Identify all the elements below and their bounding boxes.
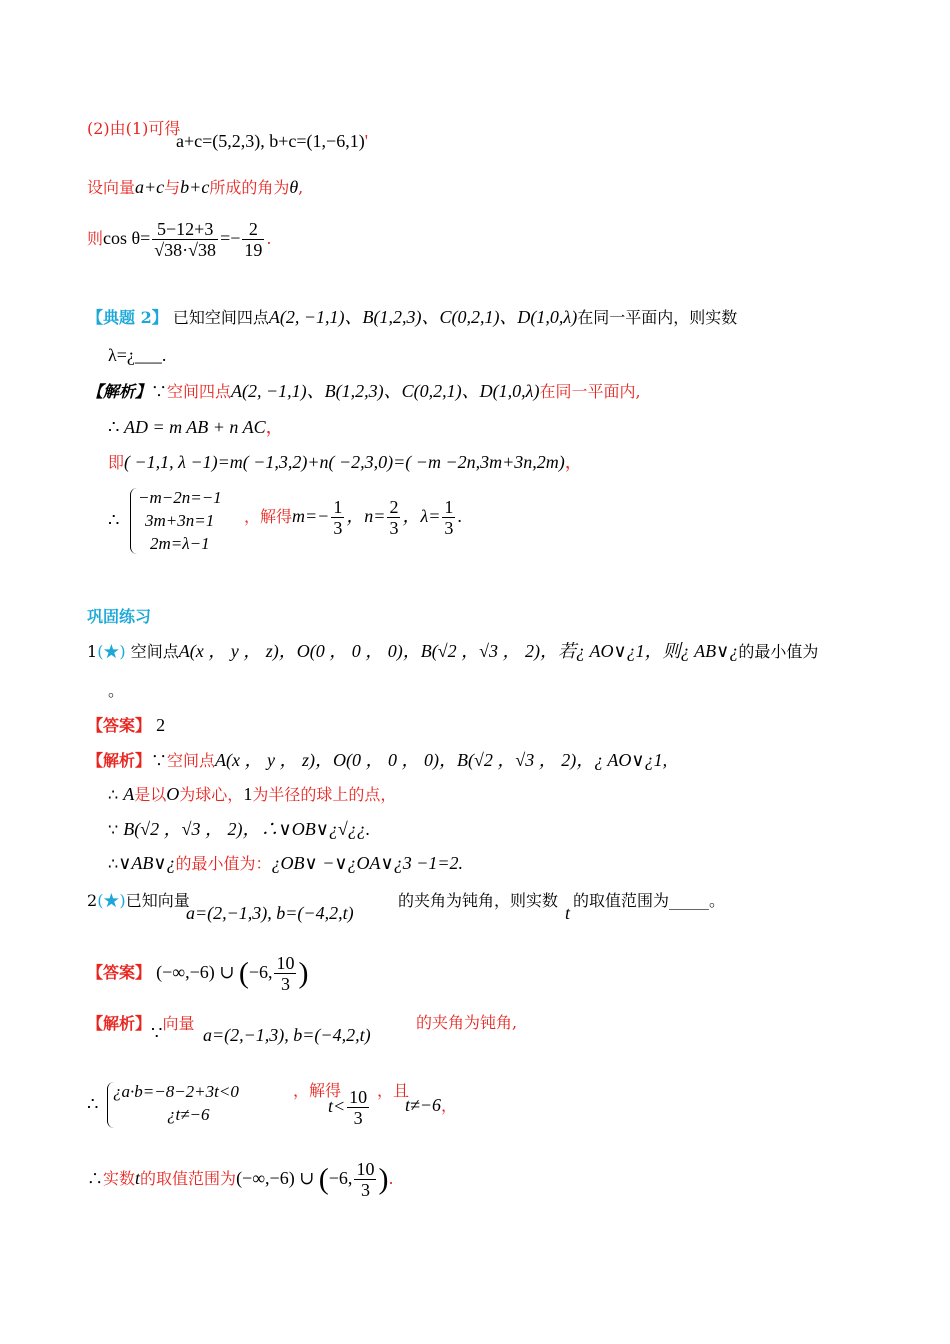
problem2-solution-line1 (87, 1012, 195, 1043)
text-obtuse: 的夹角为钝角, (416, 1013, 518, 1032)
lambda-blank: λ=¿___. (108, 345, 167, 365)
text-center: 为球心， (179, 785, 244, 804)
point-b-math: B(√2 ，√3 ， 2)， (123, 819, 261, 839)
problem2-text3: 的取值范围为_____。 (573, 891, 726, 910)
problem2-question-label (87, 890, 190, 912)
system-eq-2: ¿t≠−6 (167, 1105, 210, 1124)
text-range: 的取值范围为 (140, 1169, 237, 1188)
difficulty-star: (★) (97, 642, 126, 661)
n-label: ，n= (346, 506, 386, 526)
ob-length: ∴∨OB∨¿√¿¿. (260, 819, 371, 839)
t-less-than: t< (328, 1096, 346, 1116)
vec-a-plus-c: a+c (135, 177, 165, 197)
result-fraction (242, 219, 264, 260)
period: . (388, 1169, 394, 1188)
paren-open: ( (238, 956, 249, 990)
answer-denominator: 3 (280, 974, 290, 994)
interval-lower: −6, (328, 1168, 353, 1188)
point-a: A (123, 784, 135, 804)
solution-points: A(2, −1,1)、B(1,2,3)、C(0,2,1)、D(1,0,λ) (231, 381, 540, 401)
therefore-symbol: ∴ (108, 785, 119, 804)
coordinate-equation: ( −1,1, λ −1)=m( −1,3,2)+n( −2,3,0)=( −m −2n,3m+3n,2m) (124, 452, 565, 472)
example2-solution-line1 (87, 380, 641, 403)
equation-system (138, 486, 222, 555)
system-eq-1: −m−2n=−1 (138, 488, 222, 507)
n-denominator: 3 (389, 518, 399, 538)
example2-coord-eq (108, 451, 583, 475)
system-eq-1: ¿a·b=−8−2+3t<0 (113, 1082, 239, 1101)
paren-open: ( (318, 1162, 329, 1196)
therefore-symbol: ∴ (87, 1094, 99, 1114)
interval1: (−∞,−6) ∪ (236, 1168, 319, 1188)
t-denominator: 3 (353, 1108, 363, 1128)
problem2-vectors: a=(2,−1,3), b=(−4,2,t) (186, 903, 354, 923)
m-denominator: 3 (333, 518, 343, 538)
therefore-symbol: ∴ (108, 510, 120, 530)
m-numerator: 1 (333, 497, 343, 517)
answer-numerator: 10 (276, 953, 295, 973)
difficulty-star: (★) (97, 891, 126, 910)
problem1-number: 1 (87, 642, 98, 661)
lambda-label: ，λ= (402, 506, 441, 526)
cos-denominator: √38·√38 (154, 240, 217, 260)
t-not-equal (405, 1094, 457, 1117)
problem1-text2: 的最小值为 (738, 642, 819, 661)
equals-minus: =− (220, 228, 241, 248)
text-radius: 为半径的球上的点， (252, 785, 397, 804)
range-denominator: 3 (360, 1180, 370, 1200)
answer-value: 2 (156, 715, 166, 735)
solution-text: 空间点 (167, 751, 216, 770)
answer-tag: 【答案】 (87, 716, 152, 735)
period: . (457, 506, 462, 526)
question-text: 已知空间四点 (172, 308, 269, 327)
text-and: ，且 (377, 1081, 410, 1100)
question-tail: 在同一平面内，则实数 (577, 308, 738, 327)
therefore-symbol: ∴ (108, 854, 119, 873)
part2-sum-equation (176, 130, 368, 152)
m-label: m=− (292, 506, 330, 526)
solution-values (244, 494, 462, 539)
solution-tag: 【解析】 (87, 751, 152, 770)
vector-equation: AD = m AB + n AC (123, 417, 266, 437)
solution-tag: 【解析】 (87, 1014, 152, 1033)
part2-line1 (87, 118, 180, 140)
sum-vectors: a+c=(5,2,3), b+c=(1,−6,1) (176, 131, 365, 151)
system-eq-3: 2m=λ−1 (150, 534, 210, 553)
example2-system (108, 486, 528, 558)
question-points: A(2, −1,1)、B(1,2,3)、C(0,2,1)、D(1,0,λ) (268, 307, 578, 327)
lambda-numerator: 1 (444, 497, 454, 517)
therefore-symbol: ∴ (108, 417, 120, 437)
min-value-math: ¿OB∨ −∨¿OA∨¿3 −1=2. (271, 853, 463, 873)
example-tag: 【典题 2】 (87, 308, 168, 327)
range-numerator: 10 (356, 1159, 375, 1179)
n-numerator: 2 (389, 497, 399, 517)
comma: ， (441, 1096, 458, 1115)
theta: θ (289, 177, 299, 197)
example2-question (87, 306, 737, 329)
answer-tag: 【答案】 (87, 963, 152, 982)
text-solve: ，解得 (244, 507, 293, 526)
ab-length: ∨AB∨¿ (118, 853, 176, 873)
therefore-symbol: ∴ (87, 1169, 104, 1188)
answer-lower: −6, (248, 962, 273, 982)
problem2-text2: 的夹角为钝角，则实数 (398, 891, 559, 910)
point-o: O (166, 784, 180, 804)
m-fraction (331, 497, 344, 538)
text-solve: ，解得 (293, 1081, 342, 1100)
t-bound (328, 1084, 371, 1129)
paren-close: ) (378, 1162, 389, 1196)
problem1-solution-line4 (108, 852, 463, 875)
example2-blank (108, 344, 166, 366)
cos-fraction (152, 219, 218, 260)
t-numerator: 10 (349, 1087, 368, 1107)
problem2-system (87, 1080, 507, 1132)
problem2-conclusion (87, 1156, 394, 1202)
part2-prefix: (2)由(1)可得 (87, 119, 181, 138)
problem1-end-mark: 。 (108, 681, 125, 700)
result-denominator: 19 (244, 240, 263, 260)
because-symbol: ∵ (108, 820, 119, 839)
solution-text2: 在同一平面内, (539, 382, 641, 401)
part2-cos-line (87, 216, 271, 261)
part2-line2 (87, 176, 303, 199)
t-ne-minus6: t≠−6 (405, 1095, 442, 1115)
result-numerator: 2 (242, 219, 264, 240)
problem2-number: 2 (87, 891, 98, 910)
text-and: 与 (164, 178, 181, 197)
lambda-denominator: 3 (444, 518, 454, 538)
comma: , (298, 178, 304, 197)
because-symbol: ∵ (151, 751, 168, 770)
text-then: 则 (87, 229, 104, 248)
variable-t: t (565, 903, 571, 923)
problem2-answer (87, 950, 308, 996)
period: . (266, 229, 272, 248)
solution-math: A(x ， y ， z)，O(0 ， 0 ， 0)，B(√2 ，√3 ， 2)，¿ AO∨¿1, (215, 750, 668, 770)
comma: ， (564, 452, 583, 472)
paren-close: ) (298, 956, 309, 990)
text-is: 是以 (134, 785, 167, 804)
problem1-math: A(x ， y ， z)，O(0 ， 0 ， 0)，B(√2 ，√3 ， 2)，若¿ AO∨¿1，则¿ AB∨¿ (178, 641, 739, 661)
left-brace (130, 488, 137, 554)
problem1-solution-line3 (108, 818, 370, 841)
text-set-vector: 设向量 (87, 178, 136, 197)
system-eq-2: 3m+3n=1 (145, 511, 215, 530)
problem1-text1: 空间点 (130, 642, 179, 661)
cos-numerator: 5−12+3 (152, 219, 218, 240)
n-fraction (387, 497, 400, 538)
solution-text1: 空间四点 (167, 382, 232, 401)
text-vector: 向量 (162, 1014, 195, 1033)
problem1-answer (87, 714, 165, 737)
lambda-fraction (442, 497, 455, 538)
equation-system (113, 1080, 239, 1126)
solution-vectors: a=(2,−1,3), b=(−4,2,t) (203, 1025, 371, 1045)
suffix-mark: ' (364, 131, 368, 151)
answer-interval1: (−∞,−6) ∪ (156, 962, 239, 982)
solution-tag: 【解析】 (87, 382, 152, 401)
problem1-question (87, 640, 818, 663)
answer-fraction (274, 953, 296, 994)
t-fraction (347, 1087, 369, 1128)
text-angle: 所成的角为 (209, 178, 290, 197)
range-fraction (354, 1159, 376, 1200)
radius-one: 1 (243, 784, 253, 804)
because-symbol: ∵ (151, 382, 168, 401)
cos-theta: cos θ= (103, 228, 151, 248)
problem1-solution-line2 (108, 783, 396, 806)
comma: ， (265, 417, 284, 437)
text-real: 实数 (103, 1169, 136, 1188)
vec-b-plus-c: b+c (180, 177, 210, 197)
text-namely: 即 (108, 455, 125, 472)
problem2-question-tail (398, 890, 558, 912)
example2-vector-eq (108, 416, 284, 438)
practice-heading: 巩固练习 (87, 607, 152, 626)
problem1-solution-line1 (87, 749, 667, 772)
variable-t: t (135, 1168, 141, 1188)
problem2-text1: 已知向量 (125, 891, 190, 910)
text-min-value: 的最小值为： (175, 854, 272, 873)
because-symbol: ∵ (151, 1023, 163, 1043)
